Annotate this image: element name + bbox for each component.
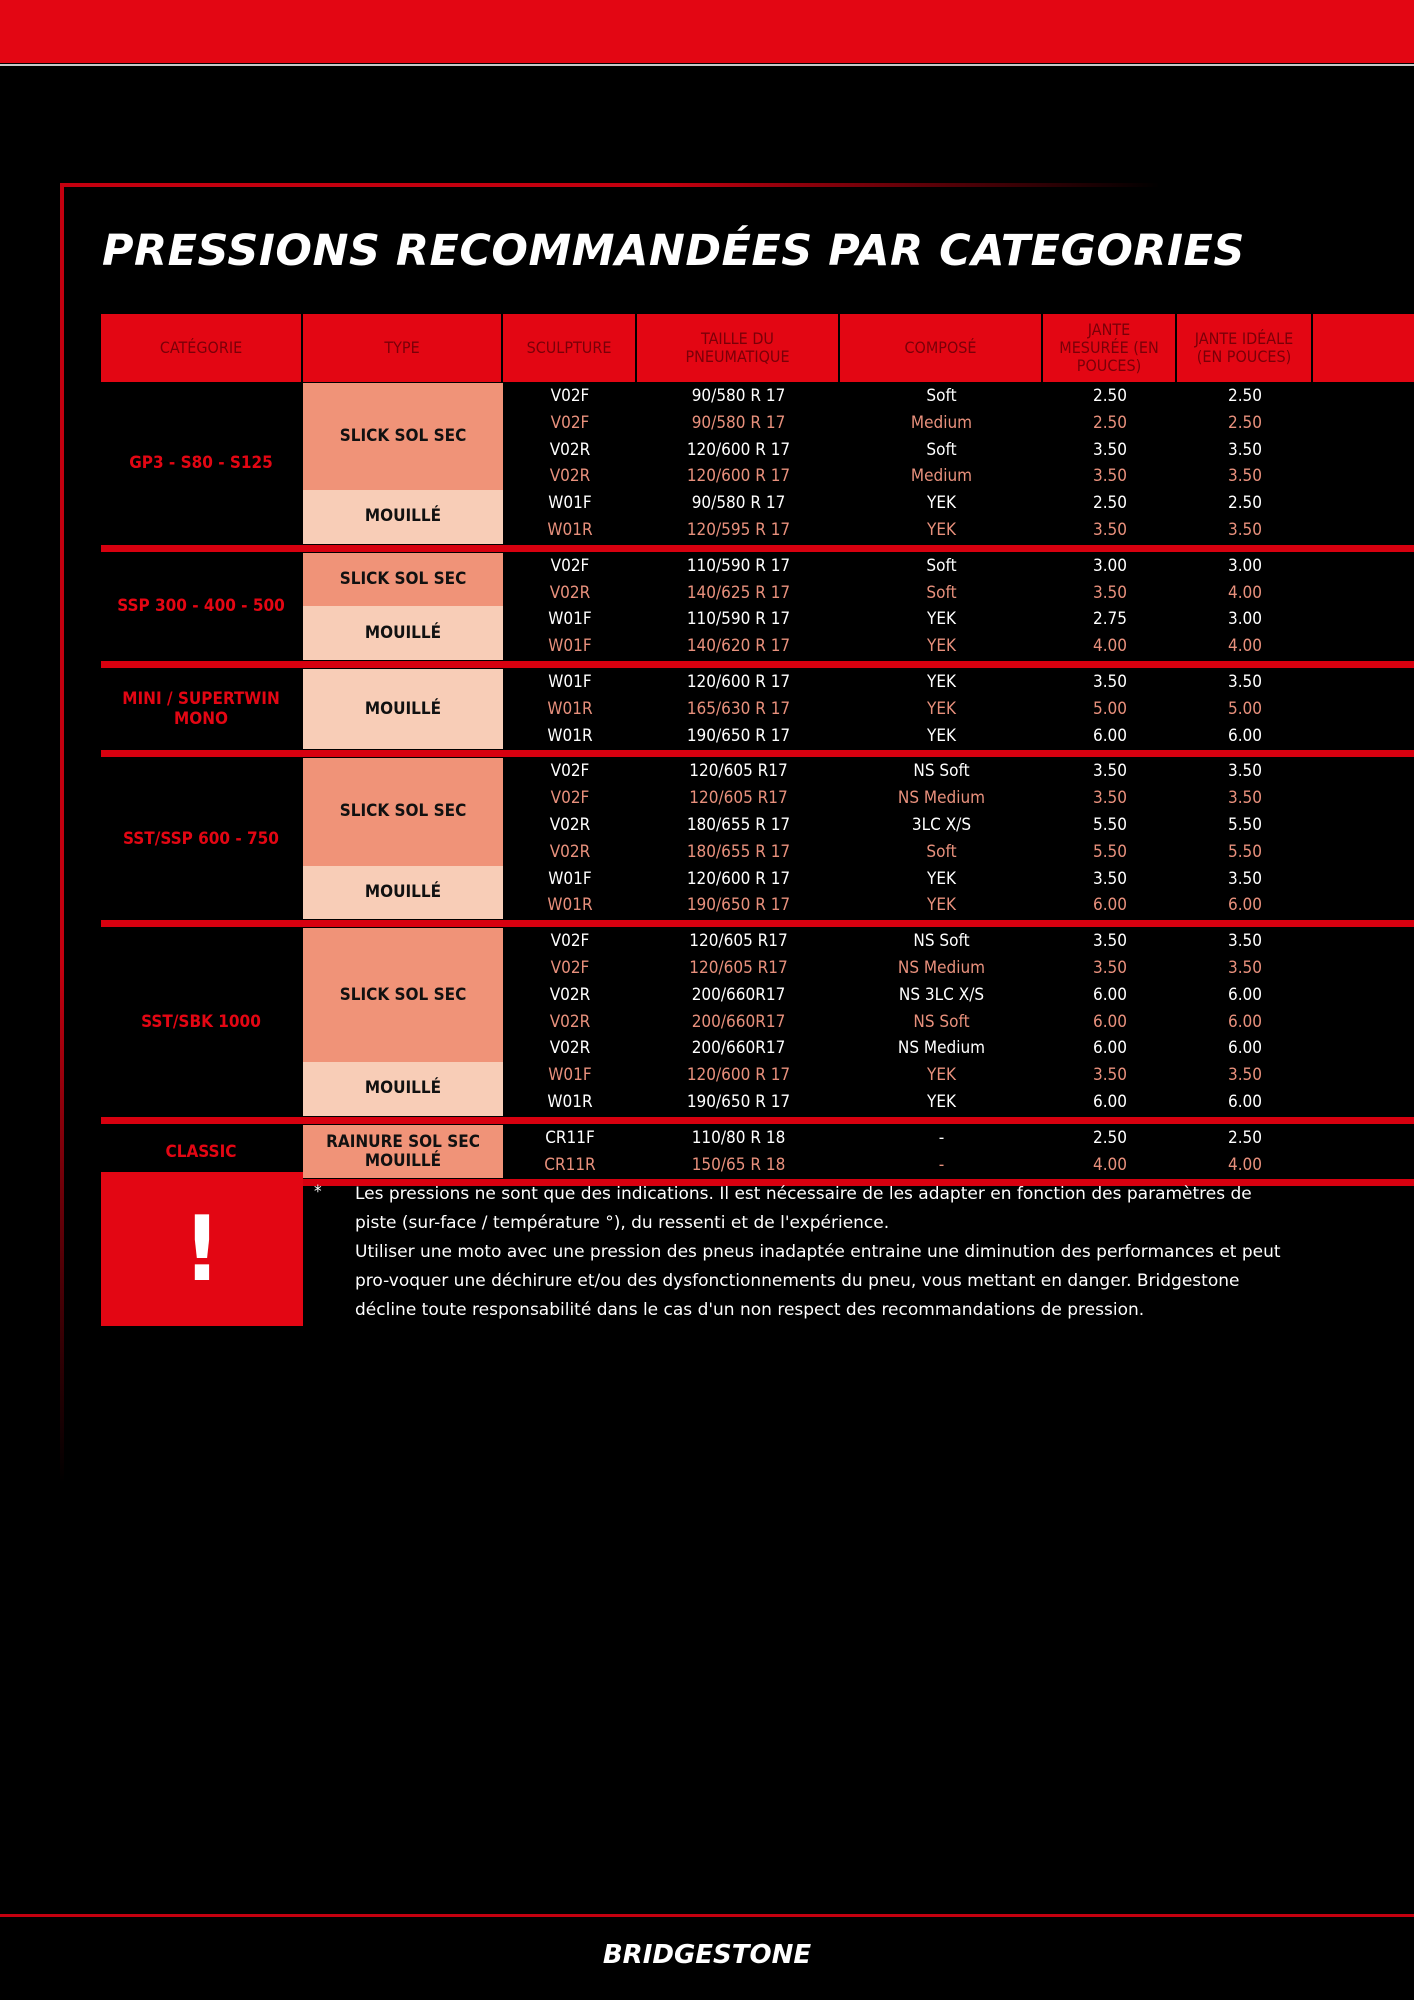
size-cell: 200/660R17 (691, 1011, 786, 1032)
sculpture-cell: V02F (550, 412, 590, 433)
table-row (101, 383, 1414, 409)
measured-cell: 6.00 (1092, 725, 1128, 746)
ideal-cell: 2.50 (1227, 412, 1263, 433)
type-cell: MOUILLÉ (303, 606, 503, 660)
measured-cell: 2.50 (1092, 493, 1128, 514)
size-cell: 110/80 R 18 (691, 1127, 786, 1148)
compound-cell: YEK (926, 1065, 957, 1086)
ideal-cell: 3.50 (1227, 439, 1263, 460)
measured-cell: 3.50 (1092, 439, 1128, 460)
size-cell: 120/600 R 17 (686, 466, 791, 487)
sculpture-cell: W01F (548, 636, 592, 657)
size-cell: 165/630 R 17 (686, 698, 791, 719)
group-separator (101, 750, 1414, 757)
ideal-cell: 4.00 (1227, 582, 1263, 603)
ideal-cell: 6.00 (1227, 1092, 1263, 1112)
compound-cell: NS Medium (897, 788, 986, 809)
sculpture-cell: W01F (548, 1065, 592, 1086)
ideal-cell: 2.50 (1227, 1127, 1263, 1148)
sculpture-cell: V02F (550, 788, 590, 809)
top-divider (0, 64, 1414, 66)
size-cell: 190/650 R 17 (686, 725, 791, 746)
measured-cell: 3.50 (1092, 958, 1128, 978)
compound-cell: Soft (926, 386, 957, 406)
compound-cell: YEK (926, 1092, 957, 1112)
category-cell: MINI / SUPERTWIN MONO (122, 689, 280, 730)
sculpture-cell: V02R (549, 466, 591, 487)
compound-cell: NS 3LC X/S (898, 984, 985, 1005)
sculpture-cell: CR11F (545, 1127, 595, 1148)
measured-cell: 2.50 (1092, 412, 1128, 433)
type-cell: SLICK SOL SEC (303, 383, 503, 490)
size-cell: 90/580 R 17 (691, 386, 786, 406)
size-cell: 180/655 R 17 (686, 841, 791, 862)
sculpture-cell: V02F (550, 555, 590, 576)
size-cell: 140/625 R 17 (686, 582, 791, 603)
table-row (101, 410, 1414, 436)
ideal-cell: 3.50 (1227, 1065, 1263, 1086)
table-row (101, 866, 1414, 892)
ideal-cell: 3.50 (1227, 788, 1263, 809)
sculpture-cell: W01R (547, 725, 593, 746)
table-row (101, 785, 1414, 811)
size-cell: 140/620 R 17 (686, 636, 791, 657)
size-cell: 110/590 R 17 (686, 555, 791, 576)
type-cell: MOUILLÉ (303, 866, 503, 920)
measured-cell: 3.50 (1092, 1065, 1128, 1086)
size-cell: 110/590 R 17 (686, 609, 791, 630)
sculpture-cell: CR11R (544, 1154, 596, 1175)
warning-note (355, 1180, 1295, 1325)
header-taille: TAILLE DU PNEUMATIQUE (637, 314, 840, 382)
measured-cell: 6.00 (1092, 984, 1128, 1005)
measured-cell: 2.75 (1092, 609, 1128, 630)
compound-cell: YEK (926, 609, 957, 630)
ideal-cell: 2.50 (1227, 386, 1263, 406)
table-row (101, 839, 1414, 865)
size-cell: 120/595 R 17 (686, 520, 791, 540)
size-cell: 120/600 R 17 (686, 1065, 791, 1086)
table-row (101, 1125, 1414, 1151)
sculpture-cell: V02F (550, 931, 590, 952)
compound-cell: - (938, 1127, 945, 1148)
compound-cell: YEK (926, 493, 957, 514)
category-cell: GP3 - S80 - S125 (129, 453, 273, 474)
compound-cell: YEK (926, 672, 957, 692)
ideal-cell: 3.00 (1227, 609, 1263, 630)
ideal-cell: 3.50 (1227, 931, 1263, 952)
ideal-cell: 6.00 (1227, 984, 1263, 1005)
size-cell: 120/605 R17 (689, 761, 788, 782)
size-cell: 190/650 R 17 (686, 895, 791, 916)
size-cell: 150/65 R 18 (691, 1154, 786, 1175)
compound-cell: YEK (926, 520, 957, 540)
sculpture-cell: V02R (549, 582, 591, 603)
compound-cell: Medium (910, 412, 973, 433)
table-row (101, 669, 1414, 695)
sculpture-cell: W01R (547, 895, 593, 916)
table-row (101, 517, 1414, 543)
size-cell: 180/655 R 17 (686, 815, 791, 835)
ideal-cell: 3.50 (1227, 868, 1263, 889)
compound-cell: Soft (926, 555, 957, 576)
size-cell: 190/650 R 17 (686, 1092, 791, 1112)
sculpture-cell: W01R (547, 698, 593, 719)
table-row (101, 723, 1414, 749)
sculpture-cell: V02F (550, 958, 590, 978)
size-cell: 200/660R17 (691, 1038, 786, 1059)
table-row (101, 1062, 1414, 1088)
header-compose: COMPOSÉ (840, 314, 1043, 382)
size-cell: 90/580 R 17 (691, 412, 786, 433)
measured-cell: 4.00 (1092, 1154, 1128, 1175)
category-cell: CLASSIC (165, 1141, 237, 1162)
compound-cell: YEK (926, 868, 957, 889)
measured-cell: 6.00 (1092, 1011, 1128, 1032)
size-cell: 200/660R17 (691, 984, 786, 1005)
header-type: TYPE (303, 314, 503, 382)
size-cell: 120/605 R17 (689, 958, 788, 978)
note-asterisk: * (314, 1182, 322, 1202)
ideal-cell: 6.00 (1227, 895, 1263, 916)
sculpture-cell: V02F (550, 386, 590, 406)
table-row (101, 758, 1414, 784)
ideal-cell: 3.50 (1227, 672, 1263, 692)
measured-cell: 2.50 (1092, 386, 1128, 406)
compound-cell: NS Medium (897, 1038, 986, 1059)
size-cell: 120/600 R 17 (686, 868, 791, 889)
measured-cell: 6.00 (1092, 1038, 1128, 1059)
compound-cell: NS Medium (897, 958, 986, 978)
bridgestone-logo: BRIDGESTONE (602, 1940, 812, 1970)
compound-cell: Medium (910, 466, 973, 487)
sculpture-cell: W01F (548, 672, 592, 692)
compound-cell: Soft (926, 439, 957, 460)
measured-cell: 2.50 (1092, 1127, 1128, 1148)
table-row (101, 892, 1414, 918)
frame-left-line (60, 183, 64, 1483)
sculpture-cell: V02R (549, 439, 591, 460)
size-cell: 120/600 R 17 (686, 672, 791, 692)
measured-cell: 3.50 (1092, 931, 1128, 952)
category-cell: SSP 300 - 400 - 500 (117, 596, 285, 617)
ideal-cell: 4.00 (1227, 636, 1263, 657)
measured-cell: 6.00 (1092, 1092, 1128, 1112)
ideal-cell: 3.50 (1227, 466, 1263, 487)
measured-cell: 3.50 (1092, 520, 1128, 540)
measured-cell: 5.50 (1092, 815, 1128, 835)
warning-line-2: Utiliser une moto avec une pression des pneus inadaptée entraine une diminution des performances et peut pro-voquer une déchirure et/ou des dysfonctionnements du pneu, vous mettant en danger. Bridgestone décline toute responsabilité dans le cas d'un non respect des recommandations de pression. (355, 1242, 1281, 1320)
table-row (101, 463, 1414, 489)
table-row (101, 1089, 1414, 1115)
type-cell: SLICK SOL SEC (303, 758, 503, 865)
compound-cell: NS Soft (913, 1011, 970, 1032)
sculpture-cell: W01F (548, 493, 592, 514)
compound-cell: 3LC X/S (911, 815, 972, 835)
size-cell: 120/600 R 17 (686, 439, 791, 460)
size-cell: 120/605 R17 (689, 931, 788, 952)
measured-cell: 3.50 (1092, 788, 1128, 809)
top-red-band (0, 0, 1414, 63)
warning-icon: ! (101, 1172, 303, 1326)
measured-cell: 6.00 (1092, 895, 1128, 916)
compound-cell: YEK (926, 698, 957, 719)
measured-cell: 5.00 (1092, 698, 1128, 719)
table-row (101, 812, 1414, 838)
type-cell: SLICK SOL SEC (303, 553, 503, 607)
measured-cell: 3.50 (1092, 672, 1128, 692)
type-cell: SLICK SOL SEC (303, 928, 503, 1062)
sculpture-cell: W01F (548, 868, 592, 889)
sculpture-cell: V02R (549, 984, 591, 1005)
measured-cell: 3.50 (1092, 868, 1128, 889)
compound-cell: YEK (926, 895, 957, 916)
sculpture-cell: W01R (547, 1092, 593, 1112)
header-jante-ideale: JANTE IDÉALE (EN POUCES) (1177, 314, 1313, 382)
ideal-cell: 5.50 (1227, 815, 1263, 835)
category-cell: SST/SBK 1000 (141, 1011, 261, 1032)
size-cell: 90/580 R 17 (691, 493, 786, 514)
sculpture-cell: V02R (549, 815, 591, 835)
table-row (101, 696, 1414, 722)
warning-line-1: Les pressions ne sont que des indications. Il est nécessaire de les adapter en fonction des paramètres de piste (sur-face / température °), du ressenti et de l'expérience. (355, 1184, 1252, 1233)
table-row (101, 928, 1414, 954)
sculpture-cell: V02R (549, 1038, 591, 1059)
compound-cell: Soft (926, 841, 957, 862)
group-separator (101, 661, 1414, 668)
compound-cell: NS Soft (913, 931, 970, 952)
table-row (101, 1009, 1414, 1035)
page-title: PRESSIONS RECOMMANDÉES PAR CATEGORIES (102, 226, 1245, 276)
ideal-cell: 6.00 (1227, 1038, 1263, 1059)
sculpture-cell: V02R (549, 1011, 591, 1032)
header-sculpture: SCULPTURE (503, 314, 637, 382)
table-row (101, 633, 1414, 659)
group-separator (101, 545, 1414, 552)
compound-cell: YEK (926, 725, 957, 746)
frame-top-line (60, 183, 1160, 187)
table-row (101, 553, 1414, 579)
measured-cell: 3.50 (1092, 582, 1128, 603)
table-header (101, 314, 1414, 382)
compound-cell: - (938, 1154, 945, 1175)
category-cell: SST/SSP 600 - 750 (123, 828, 279, 849)
ideal-cell: 3.50 (1227, 761, 1263, 782)
ideal-cell: 3.00 (1227, 555, 1263, 576)
table-row (101, 982, 1414, 1008)
sculpture-cell: W01F (548, 609, 592, 630)
measured-cell: 3.50 (1092, 466, 1128, 487)
table-row (101, 490, 1414, 516)
table-row (101, 437, 1414, 463)
footer-divider (0, 1914, 1414, 1917)
sculpture-cell: V02F (550, 761, 590, 782)
measured-cell: 3.50 (1092, 761, 1128, 782)
table-row (101, 580, 1414, 606)
table-row (101, 955, 1414, 981)
group-separator (101, 920, 1414, 927)
type-cell: MOUILLÉ (303, 490, 503, 544)
measured-cell: 4.00 (1092, 636, 1128, 657)
sculpture-cell: V02R (549, 841, 591, 862)
ideal-cell: 5.50 (1227, 841, 1263, 862)
ideal-cell: 5.00 (1227, 698, 1263, 719)
compound-cell: NS Soft (913, 761, 970, 782)
measured-cell: 3.00 (1092, 555, 1128, 576)
compound-cell: YEK (926, 636, 957, 657)
ideal-cell: 2.50 (1227, 493, 1263, 514)
sculpture-cell: W01R (547, 520, 593, 540)
compound-cell: Soft (926, 582, 957, 603)
ideal-cell: 3.50 (1227, 958, 1263, 978)
ideal-cell: 6.00 (1227, 1011, 1263, 1032)
measured-cell: 5.50 (1092, 841, 1128, 862)
header-jante-mesuree: JANTE MESURÉE (EN POUCES) (1043, 314, 1177, 382)
type-cell: RAINURE SOL SEC MOUILLÉ (303, 1125, 503, 1179)
header-categorie: CATÉGORIE (101, 314, 303, 382)
table-row (101, 1035, 1414, 1061)
type-cell: MOUILLÉ (303, 1062, 503, 1116)
type-cell: MOUILLÉ (303, 669, 503, 749)
table-row (101, 606, 1414, 632)
ideal-cell: 6.00 (1227, 725, 1263, 746)
ideal-cell: 4.00 (1227, 1154, 1263, 1175)
size-cell: 120/605 R17 (689, 788, 788, 809)
ideal-cell: 3.50 (1227, 520, 1263, 540)
group-separator (101, 1117, 1414, 1124)
